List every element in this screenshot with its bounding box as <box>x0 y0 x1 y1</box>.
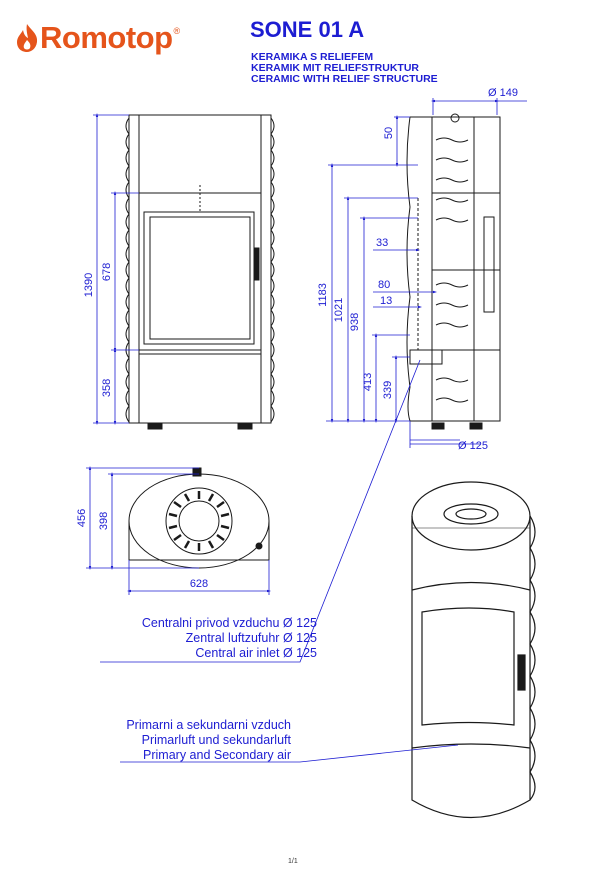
dim-413: 413 <box>362 372 374 392</box>
persp-vent-ring <box>444 504 498 524</box>
door-handle <box>255 248 259 280</box>
air-inlet-cz: Centralni privod vzduchu Ø 125 <box>141 616 317 630</box>
subtitle-cz: KERAMIKA S RELIEFEM <box>251 51 374 63</box>
dim-1021: 1021 <box>333 297 345 323</box>
front-view <box>126 115 274 429</box>
side-back-relief <box>407 117 410 421</box>
dim-13: 13 <box>380 295 393 307</box>
side-body-outline <box>410 117 500 421</box>
front-dimensions <box>93 115 139 423</box>
top-vent-inner <box>179 501 219 541</box>
persp-door-bottom-edge <box>412 744 530 748</box>
dim-80: 80 <box>378 279 391 291</box>
dim-d125: Ø 125 <box>458 440 488 452</box>
dim-678: 678 <box>101 262 113 282</box>
air-inlet-en: Central air inlet Ø 125 <box>195 646 317 660</box>
persp-vent-center <box>456 509 486 519</box>
persp-glass <box>422 608 514 725</box>
side-glass <box>484 217 494 312</box>
model-title: SONE 01 A <box>250 17 365 42</box>
dim-50: 50 <box>383 126 395 140</box>
dim-398: 398 <box>98 511 110 531</box>
dim-938: 938 <box>349 312 361 332</box>
dim-1390: 1390 <box>83 272 95 298</box>
side-dimensions <box>326 98 527 448</box>
primary-air-legend <box>60 718 291 763</box>
persp-body <box>412 516 530 818</box>
primary-air-cz: Primarni a sekundarni vzduch <box>126 718 291 732</box>
primary-air-de: Primarluft und sekundarluft <box>141 733 291 747</box>
dim-d149: Ø 149 <box>488 87 518 99</box>
perspective-view <box>412 482 535 818</box>
brand-name: Romotop <box>40 20 173 55</box>
persp-door-handle <box>518 655 525 690</box>
primary-air-en: Primary and Secondary air <box>143 748 291 762</box>
leader-lines <box>100 360 458 762</box>
side-view <box>407 114 500 429</box>
top-view <box>129 468 269 568</box>
top-flue-connector <box>193 468 201 476</box>
dim-1183: 1183 <box>317 283 329 307</box>
air-inlet-legend <box>60 616 317 661</box>
air-inlet-box <box>410 350 442 364</box>
air-inlet-de: Zentral luftzufuhr Ø 125 <box>185 631 317 645</box>
dim-456: 456 <box>76 508 88 528</box>
persp-top <box>412 482 530 550</box>
persp-relief <box>530 516 535 800</box>
persp-door-top-edge <box>412 583 530 591</box>
dim-339: 339 <box>382 380 394 400</box>
dimension-labels <box>76 87 518 590</box>
dim-358: 358 <box>101 378 113 398</box>
front-door-glass <box>150 217 250 339</box>
flue-outlet <box>451 114 459 122</box>
top-dimensions <box>86 468 269 595</box>
subtitle-de: KERAMIK MIT RELIEFSTRUKTUR <box>251 62 419 74</box>
page-number: 1/1 <box>288 858 298 865</box>
dim-628: 628 <box>189 578 209 590</box>
dim-33: 33 <box>376 237 389 249</box>
registered-mark-icon: ® <box>173 26 181 36</box>
front-door-frame <box>144 212 254 344</box>
subtitle-en: CERAMIC WITH RELIEF STRUCTURE <box>251 73 438 85</box>
